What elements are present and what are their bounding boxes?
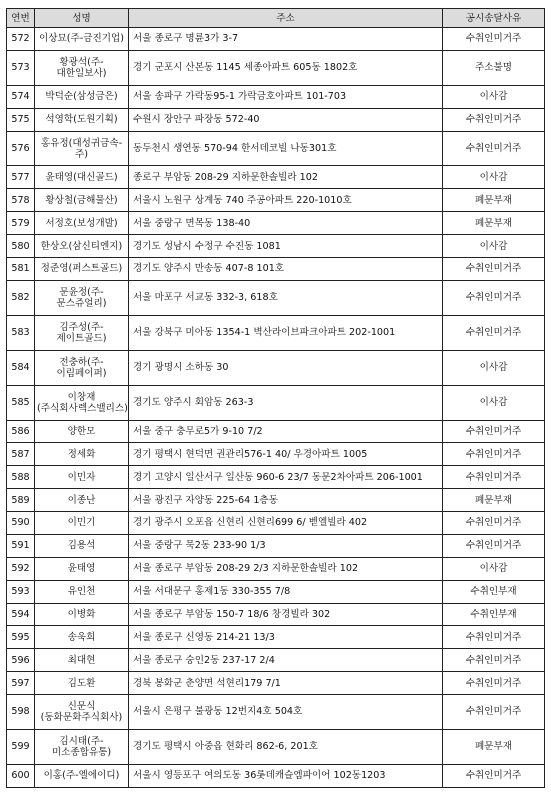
table-row (7, 108, 545, 131)
row-name: 이창재(주식회사렉스밸리스) (35, 385, 129, 420)
row-reason: 수취인부재 (443, 603, 545, 626)
row-number: 589 (7, 489, 35, 512)
row-reason: 수취인미거주 (443, 764, 545, 787)
row-address: 서울 중랑구 묵2동 233-90 1/3 (129, 534, 443, 557)
row-reason: 수취인미거주 (443, 280, 545, 315)
row-reason: 수취인미거주 (443, 672, 545, 695)
row-address: 서울 서대문구 홍제1동 330-355 7/8 (129, 580, 443, 603)
row-address: 동두천시 생연동 570-94 한서데코빌 나동301호 (129, 131, 443, 166)
row-address: 서울시 노원구 상계동 740 주공아파트 220-1010호 (129, 189, 443, 212)
row-number: 595 (7, 626, 35, 649)
row-number: 598 (7, 695, 35, 730)
row-name: 이종난 (35, 489, 129, 512)
table-row (7, 534, 545, 557)
row-name: 문윤정(주-문스쥬얼리) (35, 280, 129, 315)
row-name: 이병화 (35, 603, 129, 626)
row-address: 서울시 영등포구 여의도동 36롯데캐슬엠파이어 102동1203 (129, 764, 443, 787)
row-address: 서울 종로구 명륜3가 3-7 (129, 28, 443, 51)
row-number: 600 (7, 764, 35, 787)
row-name: 한상오(삼신티엔지) (35, 235, 129, 258)
row-reason: 이사감 (443, 166, 545, 189)
row-name: 윤태영(대신골드) (35, 166, 129, 189)
table-row (7, 280, 545, 315)
row-address: 서울 종로구 숭인2동 237-17 2/4 (129, 649, 443, 672)
row-name: 김시태(주-미소종합유통) (35, 729, 129, 764)
row-reason: 주소불명 (443, 50, 545, 85)
row-number: 585 (7, 385, 35, 420)
row-name: 송욱희 (35, 626, 129, 649)
row-number: 576 (7, 131, 35, 166)
row-name: 유인천 (35, 580, 129, 603)
header-name: 성명 (35, 9, 129, 28)
row-number: 597 (7, 672, 35, 695)
row-name: 김도환 (35, 672, 129, 695)
row-name: 정준영(퍼스트골드) (35, 257, 129, 280)
row-name: 윤태영 (35, 557, 129, 580)
row-number: 587 (7, 443, 35, 466)
row-reason: 수취인미거주 (443, 649, 545, 672)
table-row (7, 512, 545, 535)
header-reason: 공시송달사유 (443, 9, 545, 28)
row-name: 김주성(주-제이트골드) (35, 315, 129, 350)
row-name: 정세화 (35, 443, 129, 466)
row-address: 서울 송파구 가락동95-1 가락금호아파트 101-703 (129, 85, 443, 108)
table-row (7, 672, 545, 695)
row-number: 591 (7, 534, 35, 557)
table-row (7, 28, 545, 51)
table-row (7, 649, 545, 672)
row-address: 경기 고양시 일산서구 일산동 960-6 23/7 동문2차아파트 206-1001 (129, 466, 443, 489)
row-number: 584 (7, 350, 35, 385)
row-address: 서울 종로구 부암동 150-7 18/6 창경빌라 302 (129, 603, 443, 626)
row-address: 서울 중구 충무로5가 9-10 7/2 (129, 420, 443, 443)
table-row (7, 189, 545, 212)
table-row (7, 166, 545, 189)
row-name: 최대현 (35, 649, 129, 672)
row-number: 579 (7, 212, 35, 235)
header-no: 연번 (7, 9, 35, 28)
row-number: 575 (7, 108, 35, 131)
row-reason: 폐문부재 (443, 489, 545, 512)
row-reason: 수취인미거주 (443, 534, 545, 557)
row-address: 서울 종로구 부암동 208-29 2/3 지하문한솔빌라 102 (129, 557, 443, 580)
table-row (7, 603, 545, 626)
row-reason: 이사감 (443, 85, 545, 108)
row-number: 572 (7, 28, 35, 51)
row-name: 신문식(동화문화주식회사) (35, 695, 129, 730)
row-reason: 폐문부재 (443, 212, 545, 235)
row-number: 574 (7, 85, 35, 108)
row-address: 경기 광명시 소하동 30 (129, 350, 443, 385)
row-reason: 수취인미거주 (443, 695, 545, 730)
table-row (7, 466, 545, 489)
table-row (7, 315, 545, 350)
row-reason: 수취인미거주 (443, 131, 545, 166)
table-row (7, 131, 545, 166)
row-reason: 수취인미거주 (443, 28, 545, 51)
row-reason: 이사감 (443, 557, 545, 580)
row-reason: 수취인미거주 (443, 420, 545, 443)
row-reason: 수취인미거주 (443, 257, 545, 280)
row-name: 김용석 (35, 534, 129, 557)
row-number: 573 (7, 50, 35, 85)
table-row (7, 385, 545, 420)
row-number: 594 (7, 603, 35, 626)
row-name: 황광석(주-대한일보사) (35, 50, 129, 85)
table-row (7, 695, 545, 730)
row-reason: 수취인미거주 (443, 315, 545, 350)
row-name: 황상철(금해물산) (35, 189, 129, 212)
row-number: 592 (7, 557, 35, 580)
notice-table (6, 8, 545, 788)
row-number: 593 (7, 580, 35, 603)
row-name: 이홍(주-엘에이디) (35, 764, 129, 787)
row-number: 577 (7, 166, 35, 189)
row-number: 583 (7, 315, 35, 350)
row-number: 586 (7, 420, 35, 443)
table-row (7, 729, 545, 764)
row-address: 경기 광주시 오포읍 신현리 신현리699 6/ 벧엘빌라 402 (129, 512, 443, 535)
row-name: 홍유정(대성귀금속-주) (35, 131, 129, 166)
table-row (7, 350, 545, 385)
row-number: 580 (7, 235, 35, 258)
row-reason: 이사감 (443, 385, 545, 420)
row-number: 590 (7, 512, 35, 535)
table-row (7, 626, 545, 649)
table-row (7, 257, 545, 280)
row-name: 이상묘(주-금진기업) (35, 28, 129, 51)
table-row (7, 85, 545, 108)
table-row (7, 557, 545, 580)
row-name: 서정호(보성개발) (35, 212, 129, 235)
row-address: 서울 마포구 서교동 332-3, 618호 (129, 280, 443, 315)
row-number: 582 (7, 280, 35, 315)
table-row (7, 212, 545, 235)
row-reason: 수취인미거주 (443, 443, 545, 466)
row-name: 양한모 (35, 420, 129, 443)
row-address: 경북 봉화군 춘양면 석현리179 7/1 (129, 672, 443, 695)
row-address: 경기 평택시 현덕면 권관리576-1 40/ 우경아파트 1005 (129, 443, 443, 466)
row-address: 종로구 부암동 208-29 지하문한솔빌라 102 (129, 166, 443, 189)
row-number: 599 (7, 729, 35, 764)
row-address: 서울시 은평구 불광동 12번지4호 504호 (129, 695, 443, 730)
row-number: 588 (7, 466, 35, 489)
row-address: 경기도 양주시 만송동 407-8 101호 (129, 257, 443, 280)
row-address: 경기도 평택시 아중읍 현화리 862-6, 201호 (129, 729, 443, 764)
table-row (7, 50, 545, 85)
row-reason: 수취인미거주 (443, 108, 545, 131)
table-row (7, 443, 545, 466)
row-reason: 이사감 (443, 235, 545, 258)
row-reason: 수취인부재 (443, 580, 545, 603)
row-reason: 수취인미거주 (443, 626, 545, 649)
row-address: 서울 중랑구 면목동 138-40 (129, 212, 443, 235)
row-number: 581 (7, 257, 35, 280)
row-name: 박덕순(삼성금은) (35, 85, 129, 108)
table-row (7, 235, 545, 258)
header-address: 주소 (129, 9, 443, 28)
row-address: 경기도 성남시 수정구 수진동 1081 (129, 235, 443, 258)
table-row (7, 764, 545, 787)
row-address: 경기도 양주시 회암동 263-3 (129, 385, 443, 420)
row-address: 서울 강북구 미아동 1354-1 벽산라이브파크아파트 202-1001 (129, 315, 443, 350)
row-reason: 폐문부재 (443, 189, 545, 212)
row-address: 수원시 장안구 파장동 572-40 (129, 108, 443, 131)
table-header-row (7, 9, 545, 28)
row-address: 서울 종로구 신영동 214-21 13/3 (129, 626, 443, 649)
row-number: 578 (7, 189, 35, 212)
row-name: 이민자 (35, 466, 129, 489)
row-name: 석영학(도원기획) (35, 108, 129, 131)
row-number: 596 (7, 649, 35, 672)
table-row (7, 489, 545, 512)
row-name: 이민기 (35, 512, 129, 535)
row-reason: 수취인미거주 (443, 466, 545, 489)
row-address: 경기 군포시 산본동 1145 세종아파트 605동 1802호 (129, 50, 443, 85)
row-name: 전충하(주-이림페이퍼) (35, 350, 129, 385)
row-reason: 이사감 (443, 350, 545, 385)
table-row (7, 580, 545, 603)
row-reason: 폐문부재 (443, 729, 545, 764)
row-reason: 수취인미거주 (443, 512, 545, 535)
table-row (7, 420, 545, 443)
row-address: 서울 광진구 자양동 225-64 1층동 (129, 489, 443, 512)
